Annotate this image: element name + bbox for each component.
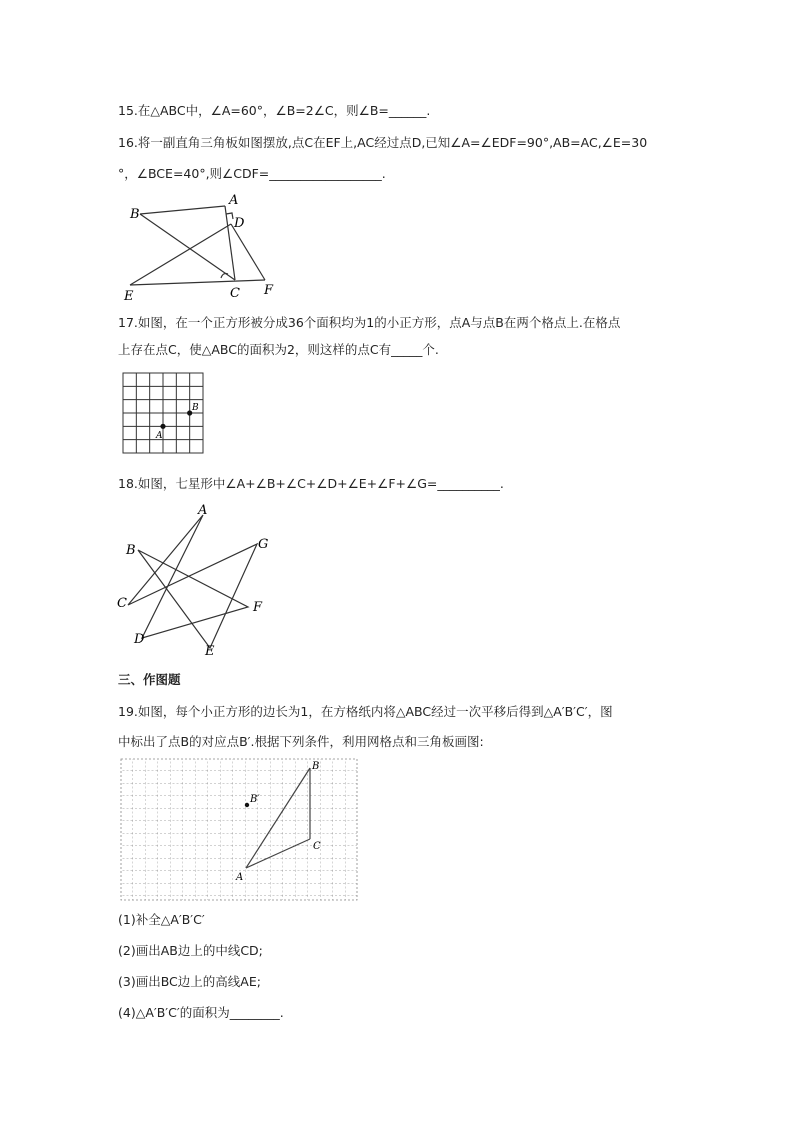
label-A: A — [156, 431, 163, 441]
section-3-title: 三、作图题 — [118, 672, 181, 687]
question-19-part-1: (1)补全△A′B′C′ — [118, 912, 205, 927]
label-F: F — [264, 283, 274, 298]
label-B: B — [192, 403, 199, 413]
label-A: A — [229, 193, 239, 208]
label-A: A — [236, 872, 244, 883]
point-A — [160, 424, 165, 429]
question-19-line-2: 中标出了点B的对应点B′.根据下列条件，利用网格点和三角板画图: — [118, 734, 484, 749]
point-B-prime — [245, 803, 249, 807]
label-B-prime: B′ — [250, 794, 260, 805]
segment-ED — [130, 224, 231, 285]
question-16-line-1: 16.将一副直角三角板如图摆放,点C在EF上,AC经过点D,已知∠A=∠EDF=90°,AB=AC,∠E=30 — [118, 135, 648, 150]
label-D: D — [234, 216, 245, 231]
question-19-part-2: (2)画出AB边上的中线CD; — [118, 943, 263, 958]
label-E: E — [205, 644, 215, 659]
label-B: B — [312, 761, 320, 772]
label-C: C — [230, 286, 240, 301]
label-E: E — [124, 289, 134, 304]
label-F: F — [253, 600, 263, 615]
label-B: B — [126, 543, 136, 558]
question-16-line-2: °，∠BCE=40°,则∠CDF=__________________. — [118, 166, 386, 181]
question-19-line-1: 19.如图，每个小正方形的边长为1，在方格纸内将△ABC经过一次平移后得到△A′B′C′，图 — [118, 704, 613, 719]
question-17-line-1: 17.如图，在一个正方形被分成36个面积均为1的小正方形，点A与点B在两个格点上.在格点 — [118, 315, 621, 330]
segment-EF — [130, 280, 265, 285]
q18-seven-star-figure — [112, 500, 277, 660]
label-B: B — [130, 207, 140, 222]
question-15: 15.在△ABC中，∠A=60°，∠B=2∠C，则∠B=______. — [118, 103, 431, 118]
question-19-part-3: (3)画出BC边上的高线AE; — [118, 974, 261, 989]
q17-grid-figure — [122, 372, 206, 456]
segment-DF — [231, 224, 265, 280]
label-A: A — [198, 503, 208, 518]
q19-grid-figure — [120, 758, 360, 903]
seven-star-outline — [128, 515, 257, 648]
question-18: 18.如图，七星形中∠A+∠B+∠C+∠D+∠E+∠F+∠G=__________. — [118, 476, 504, 491]
question-19-part-4: (4)△A′B′C′的面积为________. — [118, 1005, 284, 1020]
segment-BA — [140, 206, 225, 214]
label-G: G — [258, 537, 269, 552]
q16-triangle-figure — [118, 190, 288, 305]
angle-arc-C — [221, 274, 228, 279]
label-D: D — [134, 632, 145, 647]
label-C: C — [313, 841, 321, 852]
label-C: C — [117, 596, 127, 611]
question-17-line-2: 上存在点C，使△ABC的面积为2，则这样的点C有_____个. — [118, 342, 439, 357]
